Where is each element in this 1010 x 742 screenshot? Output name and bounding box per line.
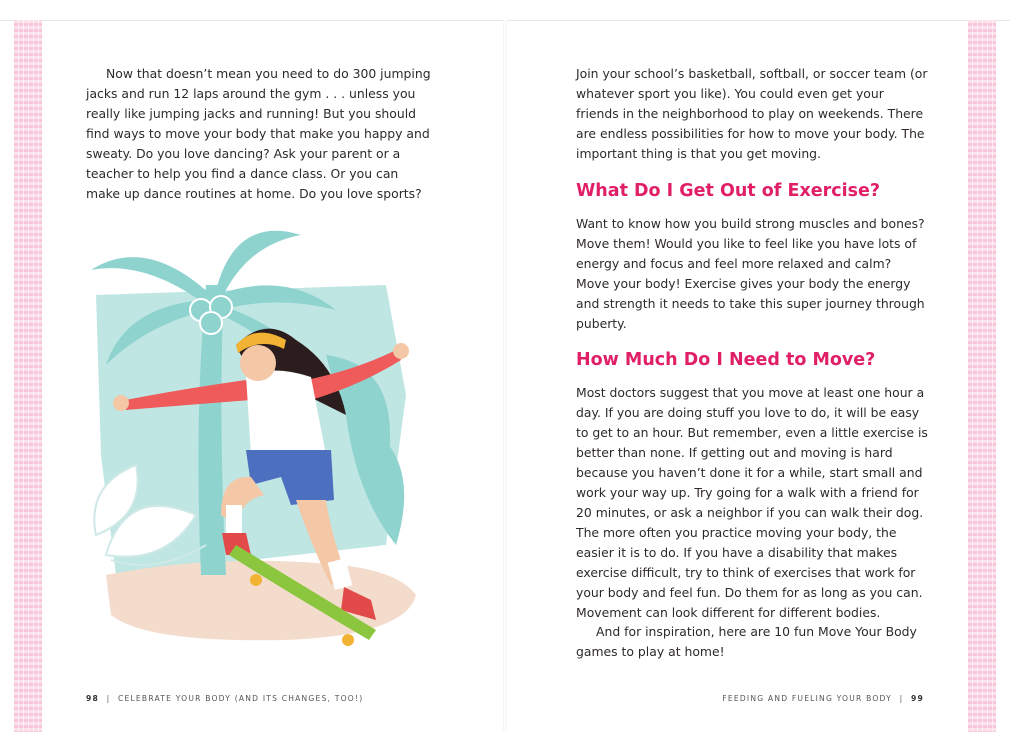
exercise-benefits-paragraph: Want to know how you build strong muscles and bones? Move them! Would you like to feel like you have lots of energy and focus and feel more relaxed and calm? Move your body! Exercise gives your body the energy and strength it needs to take this super journey through puberty. [576, 216, 925, 331]
inspiration-paragraph: And for inspiration, here are 10 fun Move Your Body games to play at home! [576, 624, 917, 659]
how-much-move-paragraph: Most doctors suggest that you move at least one hour a day. If you are doing stuff you love to do, it will be easy to get to an hour. But remember, even a little exercise is better than none. If getting out and moving is hard because you haven’t done it for a while, start small and work your way up. Try going for a walk with a friend for 20 minutes, or ask a neighbor if you can walk their dog. The more often you practice moving your body, the easier it is to do. If you have a disability that makes exercise difficult, try to think of exercises that work for your body and feel fun. Do them for as long as you can. Movement can look different for different bodies. [576, 385, 928, 620]
heading-exercise-benefits: What Do I Get Out of Exercise? [576, 181, 881, 201]
right-page-number: 99 [911, 694, 924, 703]
skateboarding-girl-illustration [86, 215, 436, 655]
right-folio-separator: | [899, 694, 904, 703]
right-running-head: FEEDING AND FUELING YOUR BODY [722, 694, 893, 703]
left-folio-separator: | [106, 694, 111, 703]
right-folio [722, 694, 924, 703]
left-page-number: 98 [86, 694, 99, 703]
left-page-paragraph: Now that doesn’t mean you need to do 300 jumping jacks and run 12 laps around the gym . . . unless you really like jumping jacks and running! But you should find ways to move your body that make you happy and sweaty. Do you love dancing? Ask your parent or a teacher to help you find a dance class. Or you can make up dance routines at home. Do you love sports? [86, 66, 431, 201]
left-running-head: CELEBRATE YOUR BODY (AND ITS CHANGES, TOO!) [117, 694, 364, 703]
book-gutter [503, 20, 507, 732]
left-decorative-border [14, 20, 42, 732]
right-intro-paragraph: Join your school’s basketball, softball, or soccer team (or whatever sport you like). You could even get your friends in the neighborhood to play on weekends. There are endless possibilities for how to move your body. The important thing is that you get moving. [576, 66, 928, 161]
left-folio [86, 694, 363, 703]
right-decorative-border [968, 20, 996, 732]
heading-how-much-move: How Much Do I Need to Move? [576, 350, 876, 370]
